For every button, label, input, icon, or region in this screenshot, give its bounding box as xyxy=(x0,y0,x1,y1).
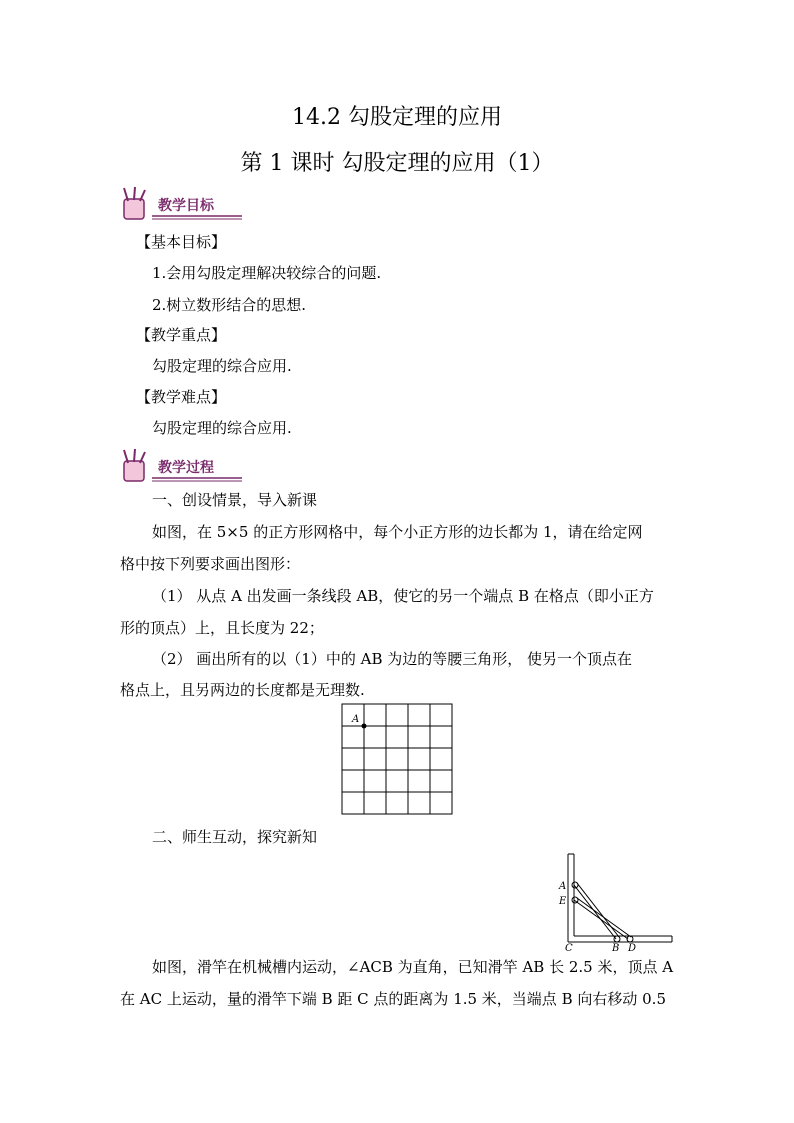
grid-point-a xyxy=(362,724,367,729)
section-badge-process xyxy=(118,447,248,485)
slider-label-e: E xyxy=(559,896,567,907)
goal-2: 2.树立数形结合的思想. xyxy=(152,296,307,314)
slider-figure xyxy=(556,852,676,952)
slider-label-c: C xyxy=(565,943,573,952)
slider-label-b: B xyxy=(612,943,620,952)
grid-figure xyxy=(340,702,456,818)
section-label-goals: 教学目标 xyxy=(158,198,214,214)
key-heading: 【教学重点】 xyxy=(136,326,227,344)
problem-line-1: 如图，在 5×5 的正方形网格中，每个小正方形的边长都为 1，请在给定网 xyxy=(152,523,643,541)
step2-heading: 二、师生互动，探究新知 xyxy=(152,828,318,846)
difficulty-heading: 【教学难点】 xyxy=(136,388,227,406)
item1-line-2: 形的顶点）上，且长度为 22； xyxy=(120,619,324,637)
item2-line-2: 格点上，且另两边的长度都是无理数. xyxy=(120,681,365,699)
section-badge-goals xyxy=(118,185,248,223)
problem-line-2: 格中按下列要求画出图形： xyxy=(120,555,301,573)
step1-heading: 一、创设情景，导入新课 xyxy=(152,491,318,509)
slider-line-1: 如图，滑竿在机械槽内运动，∠ACB 为直角，已知滑竿 AB 长 2.5 米，顶点 A xyxy=(152,958,674,976)
item1-line-1: （1） 从点 A 出发画一条线段 AB，使它的另一个端点 B 在格点（即小正方 xyxy=(152,587,654,605)
page-title: 14.2 勾股定理的应用 xyxy=(292,105,502,130)
slider-line-2: 在 AC 上运动，量的滑竿下端 B 距 C 点的距离为 1.5 米，当端点 B 向右移动 0.5 xyxy=(120,990,666,1008)
grid-point-label: A xyxy=(352,714,360,725)
basic-goal-heading: 【基本目标】 xyxy=(136,233,227,251)
key-text: 勾股定理的综合应用. xyxy=(152,357,292,375)
slider-label-a: A xyxy=(559,881,567,892)
goal-1: 1.会用勾股定理解决较综合的问题. xyxy=(152,264,382,282)
lesson-subtitle: 第 1 课时 勾股定理的应用（1） xyxy=(240,151,554,176)
slider-label-d: D xyxy=(628,943,637,952)
item2-line-1: （2） 画出所有的以（1）中的 AB 为边的等腰三角形， 使另一个顶点在 xyxy=(152,650,633,668)
section-label-process: 教学过程 xyxy=(158,460,214,476)
difficulty-text: 勾股定理的综合应用. xyxy=(152,419,292,437)
